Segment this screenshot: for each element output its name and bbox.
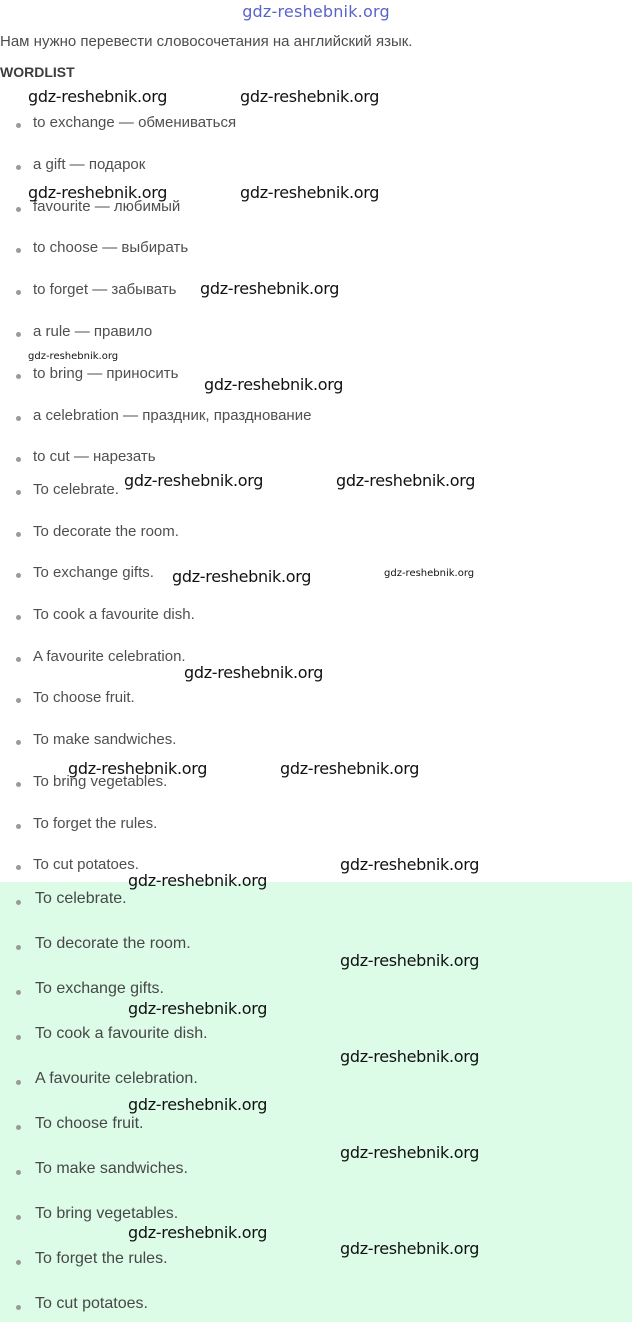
watermark: gdz-reshebnik.org <box>384 568 475 579</box>
list-item <box>0 689 632 731</box>
list-item-text: A favourite celebration. <box>35 1070 198 1087</box>
intro-text: Нам нужно перевести словосочетания на английский язык. <box>0 33 413 50</box>
list-item <box>0 1070 632 1115</box>
list-item <box>0 1295 632 1340</box>
list-item-text: To exchange gifts. <box>35 980 164 997</box>
list-item <box>0 1160 632 1205</box>
list-item-text: To exchange gifts. <box>33 564 154 582</box>
list-item-text: To cut potatoes. <box>33 856 139 874</box>
list-item-text: To decorate the room. <box>33 522 179 540</box>
bullet-icon <box>16 1260 21 1265</box>
bullet-icon <box>16 657 21 662</box>
watermark: gdz-reshebnik.org <box>200 279 340 298</box>
list-item-text: to choose — выбирать <box>33 239 189 257</box>
watermark: gdz-reshebnik.org <box>336 471 476 490</box>
bullet-icon <box>16 457 21 462</box>
watermark: gdz-reshebnik.org <box>128 871 268 890</box>
bullet-icon <box>16 1080 21 1085</box>
list-item <box>0 980 632 1025</box>
list-item-text: To celebrate. <box>33 481 119 498</box>
list-item-text: a rule — правило <box>33 322 153 340</box>
list-item-text: To cook a favourite dish. <box>35 1025 208 1042</box>
list-item-text: to bring — приносить <box>33 364 179 382</box>
bullet-icon <box>16 332 21 337</box>
list-item-text: A favourite celebration. <box>33 647 186 665</box>
list-item-text: To make sandwiches. <box>33 731 177 749</box>
list-item <box>0 407 632 449</box>
wordlist <box>0 114 632 490</box>
answer-list <box>0 890 632 1340</box>
watermark: gdz-reshebnik.org <box>128 1223 268 1242</box>
bullet-icon <box>16 782 21 787</box>
watermark: gdz-reshebnik.org <box>184 663 324 682</box>
bullet-icon <box>16 207 21 212</box>
list-item <box>0 1115 632 1160</box>
list-item-text: To cut potatoes. <box>35 1295 148 1312</box>
list-item <box>0 1025 632 1070</box>
list-item-text: favourite — любимый <box>33 197 181 215</box>
bullet-icon <box>16 615 21 620</box>
watermark: gdz-reshebnik.org <box>340 855 480 874</box>
watermark: gdz-reshebnik.org <box>128 999 268 1018</box>
list-item-text: To celebrate. <box>35 890 127 907</box>
watermark: gdz-reshebnik.org <box>240 87 380 106</box>
bullet-icon <box>16 1215 21 1220</box>
bullet-icon <box>16 123 21 128</box>
list-item <box>0 606 632 648</box>
watermark: gdz-reshebnik.org <box>172 567 312 586</box>
watermark: gdz-reshebnik.org <box>340 1239 480 1258</box>
list-item-text: To decorate the room. <box>35 935 191 952</box>
list-item-text: To make sandwiches. <box>35 1160 188 1177</box>
list-item-text: To forget the rules. <box>33 814 158 832</box>
bullet-icon <box>16 824 21 829</box>
bullet-icon <box>16 1170 21 1175</box>
bullet-icon <box>16 1305 21 1310</box>
watermark: gdz-reshebnik.org <box>28 351 119 362</box>
list-item-text: To choose fruit. <box>33 689 135 707</box>
bullet-icon <box>16 532 21 537</box>
bullet-icon <box>16 740 21 745</box>
watermark: gdz-reshebnik.org <box>340 951 480 970</box>
bullet-icon <box>16 490 21 495</box>
bullet-icon <box>16 900 21 905</box>
list-item <box>0 523 632 565</box>
list-item <box>0 890 632 935</box>
list-item-text: To forget the rules. <box>35 1250 168 1267</box>
watermark: gdz-reshebnik.org <box>340 1143 480 1162</box>
list-item-text: To bring vegetables. <box>33 772 168 790</box>
list-item <box>0 1205 632 1250</box>
list-item-text: to forget — забывать <box>33 281 177 299</box>
list-item <box>0 239 632 281</box>
list-item <box>0 815 632 857</box>
bullet-icon <box>16 248 21 253</box>
list-item-text: To cook a favourite dish. <box>33 606 195 624</box>
list-item-text: a celebration — праздник, празднование <box>33 406 312 424</box>
list-item <box>0 114 632 156</box>
list-item-text: to cut — нарезать <box>33 448 156 466</box>
watermark: gdz-reshebnik.org <box>28 87 168 106</box>
list-item <box>0 935 632 980</box>
bullet-icon <box>16 374 21 379</box>
list-item <box>0 564 632 606</box>
bullet-icon <box>16 945 21 950</box>
bullet-icon <box>16 1035 21 1040</box>
list-item-text: a gift — подарок <box>33 155 146 173</box>
watermark: gdz-reshebnik.org <box>280 759 420 778</box>
bullet-icon <box>16 865 21 870</box>
list-item <box>0 1250 632 1295</box>
phrase-list <box>0 481 632 898</box>
watermark: gdz-reshebnik.org <box>28 183 168 202</box>
list-item <box>0 481 632 523</box>
watermark: gdz-reshebnik.org <box>240 183 380 202</box>
list-item-text: To choose fruit. <box>35 1115 144 1132</box>
watermark: gdz-reshebnik.org <box>340 1047 480 1066</box>
wordlist-heading: WORDLIST <box>0 64 75 80</box>
list-item-text: to exchange — обмениваться <box>33 114 237 131</box>
bullet-icon <box>16 416 21 421</box>
watermark: gdz-reshebnik.org <box>204 375 344 394</box>
bullet-icon <box>16 165 21 170</box>
bullet-icon <box>16 290 21 295</box>
bullet-icon <box>16 698 21 703</box>
watermark: gdz-reshebnik.org <box>68 759 208 778</box>
bullet-icon <box>16 573 21 578</box>
list-item-text: To bring vegetables. <box>35 1205 179 1222</box>
list-item <box>0 198 632 240</box>
bullet-icon <box>16 1125 21 1130</box>
site-header-link[interactable]: gdz-reshebnik.org <box>242 2 390 21</box>
list-item <box>0 773 632 815</box>
bullet-icon <box>16 990 21 995</box>
watermark: gdz-reshebnik.org <box>128 1095 268 1114</box>
watermark: gdz-reshebnik.org <box>124 471 264 490</box>
